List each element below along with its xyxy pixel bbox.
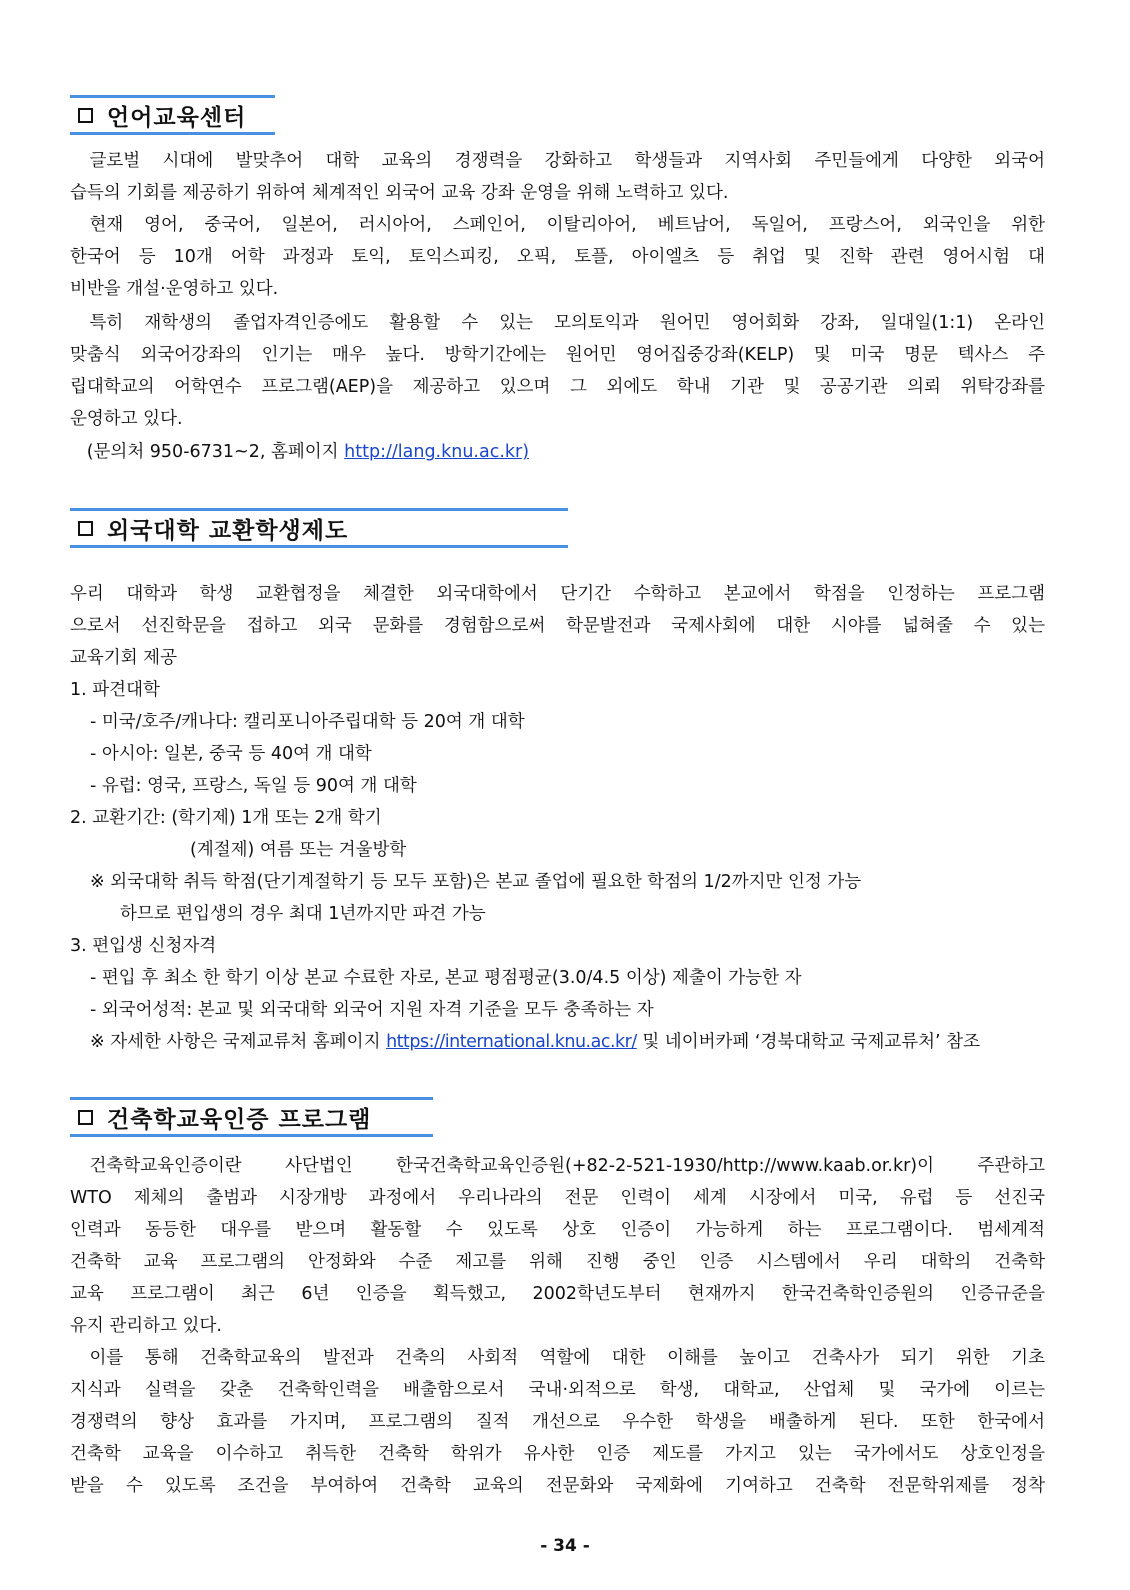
list-subitem: - 유럽: 영국, 프랑스, 독일 등 90여 개 대학 xyxy=(90,776,417,796)
checkbox-square-icon xyxy=(78,1110,93,1125)
paragraph-line: 글로벌 시대에 발맞추어 대학 교육의 경쟁력을 강화하고 학생들과 지역사회 주민들에게 다양한 외국어 xyxy=(89,151,1045,171)
list-item: 3. 편입생 신청자격 xyxy=(70,936,217,956)
paragraph-line: 현재 영어, 중국어, 일본어, 러시아어, 스페인어, 이탈리아어, 베트남어, 독일어, 프랑스어, 외국인을 위한 xyxy=(89,215,1045,235)
list-item: 2. 교환기간: (학기제) 1개 또는 2개 학기 xyxy=(70,808,382,828)
paragraph-line: WTO 제체의 출범과 시장개방 과정에서 우리나라의 전문 인력이 세계 시장에서 미국, 유럽 등 선진국 xyxy=(70,1188,1045,1208)
paragraph-line: 한국어 등 10개 어학 과정과 토익, 토익스피킹, 오픽, 토플, 아이엘츠 등 취업 및 진학 관련 영어시험 대 xyxy=(70,247,1045,267)
list-subitem: - 미국/호주/캐나다: 캘리포니아주립대학 등 20여 개 대학 xyxy=(90,712,525,732)
paragraph-line: 운영하고 있다. xyxy=(70,409,183,429)
checkbox-square-icon xyxy=(78,521,93,536)
paragraph-line: 받을 수 있도록 조건을 부여하여 건축학 교육의 전문화와 국제화에 기여하고 건축학 전문학위제를 정착 xyxy=(70,1476,1045,1496)
paragraph-line: 이를 통해 건축학교육의 발전과 건축의 사회적 역할에 대한 이해를 높이고 건축사가 되기 위한 기초 xyxy=(89,1348,1045,1368)
contact-line xyxy=(70,441,529,463)
section-title-text: 건축학교육인증 프로그램 xyxy=(107,1106,372,1133)
paragraph-line: 경쟁력의 향상 효과를 가지며, 프로그램의 질적 개선으로 우수한 학생을 배출하게 된다. 또한 한국에서 xyxy=(70,1412,1045,1432)
paragraph-line: 건축학교육인증이란 사단법인 한국건축학교육인증원(+82-2-521-1930/http://www.kaab.or.kr)이 주관하고 xyxy=(89,1156,1045,1176)
section-title-text: 언어교육센터 xyxy=(107,104,247,131)
section-title-exchange-student xyxy=(70,508,568,548)
paragraph-line: 맞춤식 외국어강좌의 인기는 매우 높다. 방학기간에는 원어민 영어집중강좌(KELP) 및 미국 명문 텍사스 주 xyxy=(70,345,1045,365)
paragraph-line: 으로서 선진학문을 접하고 외국 문화를 경험함으로써 학문발전과 국제사회에 대한 시야를 넓혀줄 수 있는 xyxy=(70,616,1045,636)
paragraph-line: 건축학 교육 프로그램의 안정화와 수준 제고를 위해 진행 중인 인증 시스템에서 우리 대학의 건축학 xyxy=(70,1252,1045,1272)
note-text: 및 네이버카페 ‘경북대학교 국제교류처’ 참조 xyxy=(636,1032,980,1052)
note-continuation: 하므로 편입생의 경우 최대 1년까지만 파견 가능 xyxy=(120,904,486,924)
note-text: ※ 자세한 사항은 국제교류처 홈페이지 xyxy=(90,1032,387,1052)
list-item-continuation: (계절제) 여름 또는 겨울방학 xyxy=(190,840,407,860)
paragraph-line: 습득의 기회를 제공하기 위하여 체계적인 외국어 교육 강좌 운영을 위해 노력하고 있다. xyxy=(70,183,729,203)
paragraph-line: 비반을 개설·운영하고 있다. xyxy=(70,279,279,299)
checkbox-square-icon xyxy=(78,108,93,123)
contact-text: (문의처 950-6731~2, 홈페이지 xyxy=(70,442,345,462)
note-line: ※ 외국대학 취득 학점(단기계절학기 등 모두 포함)은 본교 졸업에 필요한 학점의 1/2까지만 인정 가능 xyxy=(90,872,862,892)
page-number: - 34 - xyxy=(540,1536,590,1556)
note-line xyxy=(90,1031,980,1053)
paragraph-line: 인력과 동등한 대우를 받으며 활동할 수 있도록 상호 인증이 가능하게 하는 프로그램이다. 범세계적 xyxy=(70,1220,1045,1240)
section-title-architecture-accreditation xyxy=(70,1097,433,1137)
section-title-text: 외국대학 교환학생제도 xyxy=(107,517,349,544)
list-subitem: - 외국어성적: 본교 및 외국대학 외국어 지원 자격 기준을 모두 충족하는 자 xyxy=(90,1000,654,1020)
section-title-language-center xyxy=(70,95,275,135)
list-item: 1. 파견대학 xyxy=(70,680,160,700)
list-subitem: - 아시아: 일본, 중국 등 40여 개 대학 xyxy=(90,744,372,764)
paragraph-line: 유지 관리하고 있다. xyxy=(70,1316,222,1336)
paragraph-line: 교육기회 제공 xyxy=(70,648,177,668)
list-subitem: - 편입 후 최소 한 학기 이상 본교 수료한 자로, 본교 평점평균(3.0/4.5 이상) 제출이 가능한 자 xyxy=(90,968,802,988)
international-link[interactable]: https://international.knu.ac.kr/ xyxy=(386,1032,637,1052)
homepage-link[interactable]: http://lang.knu.ac.kr) xyxy=(344,442,530,462)
paragraph-line: 건축학 교육을 이수하고 취득한 건축학 학위가 유사한 인증 제도를 가지고 있는 국가에서도 상호인정을 xyxy=(70,1444,1045,1464)
paragraph-line: 지식과 실력을 갖춘 건축학인력을 배출함으로서 국내·외적으로 학생, 대학교, 산업체 및 국가에 이르는 xyxy=(70,1380,1045,1400)
paragraph-line: 특히 재학생의 졸업자격인증에도 활용할 수 있는 모의토익과 원어민 영어회화 강좌, 일대일(1:1) 온라인 xyxy=(89,313,1045,333)
paragraph-line: 우리 대학과 학생 교환협정을 체결한 외국대학에서 단기간 수학하고 본교에서 학점을 인정하는 프로그램 xyxy=(70,584,1045,604)
paragraph-line: 립대학교의 어학연수 프로그램(AEP)을 제공하고 있으며 그 외에도 학내 기관 및 공공기관 의뢰 위탁강좌를 xyxy=(70,377,1045,397)
paragraph-line: 교육 프로그램이 최근 6년 인증을 획득했고, 2002학년도부터 현재까지 한국건축학인증원의 인증규준을 xyxy=(70,1284,1045,1304)
